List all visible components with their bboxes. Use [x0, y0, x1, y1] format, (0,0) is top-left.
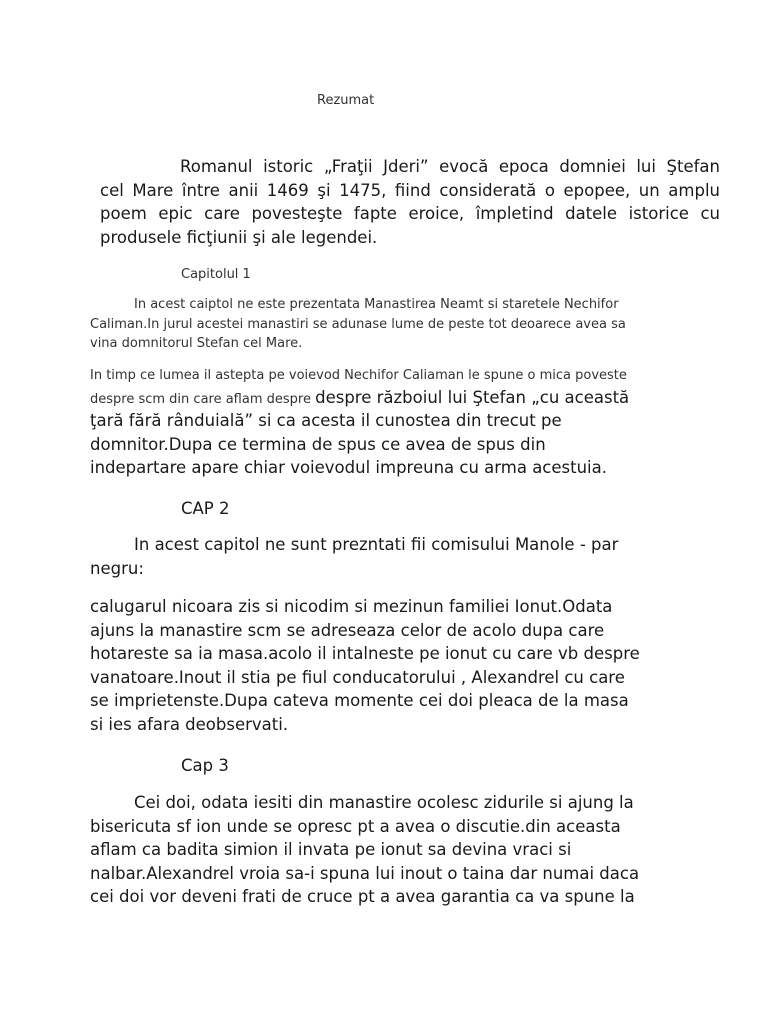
document-title: Rezumat [317, 93, 375, 108]
paragraph-line: In timp ce lumea il astepta pe voievod Nechifor Caliaman le spune o mica poveste [90, 368, 627, 383]
paragraph-segment: despre scm din care aflam despre [90, 391, 316, 407]
paragraph-line: se imprietenste.Dupa cateva momente cei doi pleaca de la masa [90, 691, 629, 711]
paragraph-line: ajuns la manastire scm se adreseaza celor de acolo dupa care [90, 620, 605, 640]
paragraph-line: calugarul nicoara zis si nicodim si mezinun familiei Ionut.Odata [90, 597, 613, 616]
chapter1-heading: Capitolul 1 [181, 267, 251, 282]
intro-line: produsele ficţiunii şi ale legendei. [100, 227, 378, 247]
chapter2-paragraph2 [90, 595, 640, 737]
paragraph-line: bisericuta sf ion unde se opresc pt a avea o discutie.din aceasta [90, 816, 621, 836]
paragraph-line: hotareste sa ia masa.acolo il intalneste pe ionut cu care vb despre [90, 644, 640, 664]
paragraph-line: vina domnitorul Stefan cel Mare. [90, 336, 303, 351]
paragraph-line: cei doi vor deveni frati de cruce pt a avea garantia ca va spune la [90, 887, 635, 907]
chapter3-heading: Cap 3 [181, 756, 229, 775]
paragraph-line: In acest capitol ne sunt prezntati fii comisului Manole - par [134, 535, 619, 554]
chapter2-heading: CAP 2 [181, 499, 230, 518]
intro-line: cel Mare între anii 1469 şi 1475, fiind considerată o epopee, un amplu [100, 180, 720, 200]
intro-line: Romanul istoric „Fraţii Jderi” evocă epoca domniei lui Ştefan [180, 157, 720, 176]
paragraph-line: Caliman.In jurul acestei manastiri se adunase lume de peste tot deoarece avea sa [90, 316, 626, 332]
paragraph-segment: despre războiul lui Ştefan „cu această [315, 387, 630, 407]
paragraph-line: indepartare apare chiar voievodul impreuna cu arma acestuia. [90, 458, 607, 478]
paragraph-continuation [90, 409, 629, 480]
paragraph-line: nalbar.Alexandrel vroia sa-i spuna lui inout o taina dar numai daca [90, 863, 640, 883]
paragraph-line: si ies afara deobservati. [90, 714, 289, 734]
chapter3-paragraph [90, 791, 639, 909]
paragraph-line: vanatoare.Inout il stia pe fiul conducatorului , Alexandrel cu care [90, 667, 625, 687]
paragraph-line: negru: [90, 558, 144, 578]
paragraph-line: aflam ca badita simion il invata pe ionut sa devina vraci si [90, 840, 572, 860]
paragraph-mixed-line [90, 386, 629, 410]
chapter1-paragraph1 [90, 295, 626, 354]
paragraph-line: In acest caiptol ne este prezentata Manastirea Neamt si staretele Nechifor [134, 297, 619, 312]
paragraph-line: domnitor.Dupa ce termina de spus ce avea de spus din [90, 434, 546, 454]
intro-line: poem epic care povesteşte fapte eroice, împletind datele istorice cu [100, 204, 720, 224]
intro-paragraph [100, 155, 720, 249]
chapter2-paragraph1 [90, 533, 618, 580]
paragraph-line: ţară fără rânduială” si ca acesta il cunostea din trecut pe [90, 411, 562, 431]
paragraph-line: Cei doi, odata iesiti din manastire ocolesc zidurile si ajung la [134, 793, 634, 812]
chapter1-paragraph2 [90, 366, 629, 480]
